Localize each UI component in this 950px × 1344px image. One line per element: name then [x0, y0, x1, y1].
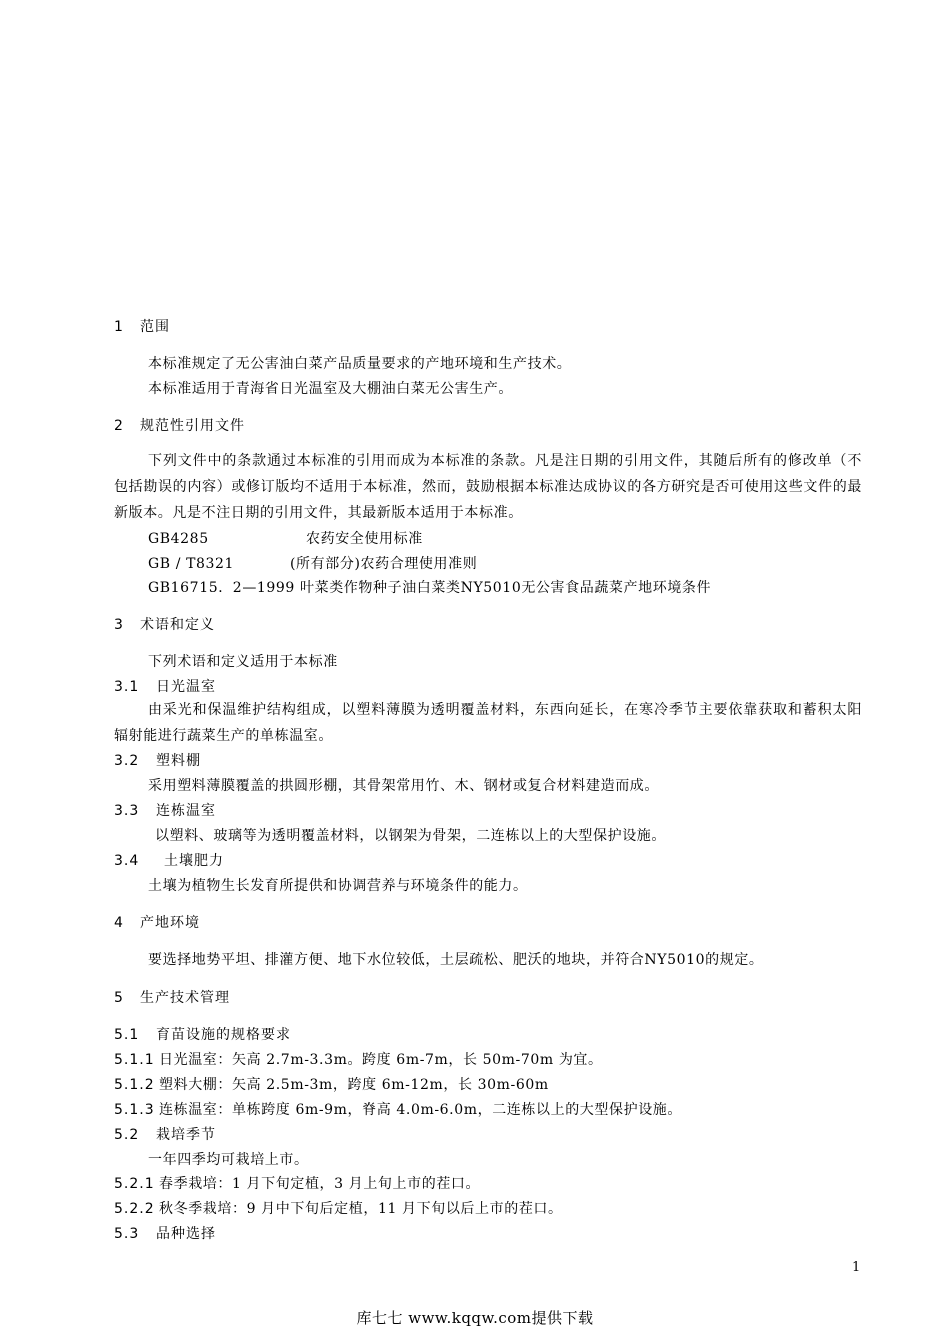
- reference-item: [148, 528, 423, 548]
- reference-code: GB4285: [148, 531, 209, 547]
- reference-code: GB / T8321: [148, 556, 235, 572]
- paragraph: 本标准规定了无公害油白菜产品质量要求的产地环境和生产技术。: [148, 356, 572, 372]
- reference-code: GB16715．2—1999: [148, 580, 295, 596]
- section-2-heading: [114, 415, 245, 435]
- subsection-heading: [114, 850, 224, 870]
- paragraph: 下列文件中的条款通过本标准的引用而成为本标准的条款。凡是注日期的引用文件，其随后所有的修改单（不包括勘误的内容）或修订版均不适用于本标准，然而，鼓励根据本标准达成协议的各方研究是否可使用这些文件的最新版本。凡是不注日期的引用文件，其最新版本适用于本标准。: [114, 453, 862, 521]
- subsection-heading: [114, 676, 216, 696]
- subsection-heading: [114, 1124, 216, 1144]
- subsection-title: 品种选择: [156, 1226, 216, 1242]
- subsection-number: 3.2: [114, 753, 140, 769]
- paragraph: 土壤为植物生长发育所提供和协调营养与环境条件的能力。: [148, 878, 528, 894]
- subsection-number: 3.3: [114, 803, 140, 819]
- section-number: 4: [114, 915, 124, 931]
- subsection-number: 5.2: [114, 1127, 140, 1143]
- subsection-number: 3.1: [114, 679, 140, 695]
- footer-text: 库七七 www.kqqw.com提供下载: [356, 1309, 594, 1327]
- clause-item: [114, 1074, 549, 1094]
- clause-number: 5.2.2: [114, 1201, 155, 1217]
- section-number: 1: [114, 319, 124, 335]
- section-number: 5: [114, 990, 124, 1006]
- clause-text: 春季栽培：1 月下旬定植，3 月上旬上市的茬口。: [159, 1176, 481, 1192]
- subsection-title: 塑料棚: [156, 753, 201, 769]
- clause-item: [114, 1198, 563, 1218]
- section-title: 术语和定义: [140, 617, 215, 633]
- reference-item: [148, 577, 711, 597]
- subsection-number: 3.4: [114, 853, 140, 869]
- subsection-number: 5.1: [114, 1027, 140, 1043]
- clause-item: [114, 1173, 480, 1193]
- section-1-heading: [114, 316, 170, 336]
- subsection-heading: [114, 750, 201, 770]
- subsection-title: 土壤肥力: [164, 853, 224, 869]
- clause-text: 连栋温室：单栋跨度 6m-9m，脊高 4.0m-6.0m，二连栋以上的大型保护设施。: [159, 1102, 683, 1118]
- paragraph: 本标准适用于青海省日光温室及大棚油白菜无公害生产。: [148, 381, 513, 397]
- paragraph: 要选择地势平坦、排灌方便、地下水位较低，土层疏松、肥沃的地块，并符合NY5010的规定。: [148, 952, 764, 968]
- section-4-heading: [114, 912, 200, 932]
- subsection-heading: [114, 1024, 291, 1044]
- subsection-title: 栽培季节: [156, 1127, 216, 1143]
- reference-title: 农药安全使用标准: [306, 531, 423, 547]
- reference-item: [148, 553, 477, 573]
- subsection-title: 育苗设施的规格要求: [156, 1027, 291, 1043]
- clause-text: 日光温室：矢高 2.7m-3.3m。跨度 6m-7m，长 50m-70m 为宜。: [159, 1052, 603, 1068]
- section-title: 规范性引用文件: [140, 418, 245, 434]
- paragraph: 由采光和保温维护结构组成，以塑料薄膜为透明覆盖材料，东西向延长，在寒冷季节主要依靠获取和蓄积太阳辐射能进行蔬菜生产的单栋温室。: [114, 702, 862, 744]
- paragraph: 下列术语和定义适用于本标准: [148, 654, 338, 670]
- clause-number: 5.2.1: [114, 1176, 155, 1192]
- subsection-heading: [114, 800, 216, 820]
- reference-title: 叶菜类作物种子油白菜类NY5010无公害食品蔬菜产地环境条件: [300, 580, 712, 596]
- clause-item: [114, 1099, 682, 1119]
- reference-title: (所有部分)农药合理使用准则: [290, 556, 478, 572]
- clause-number: 5.1.1: [114, 1052, 155, 1068]
- section-title: 范围: [140, 319, 170, 335]
- clause-number: 5.1.2: [114, 1077, 155, 1093]
- section-title: 产地环境: [140, 915, 200, 931]
- section-5-heading: [114, 987, 230, 1007]
- section-number: 2: [114, 418, 124, 434]
- subsection-heading: [114, 1223, 216, 1243]
- subsection-title: 连栋温室: [156, 803, 216, 819]
- subsection-number: 5.3: [114, 1226, 140, 1242]
- clause-text: 塑料大棚：矢高 2.5m-3m，跨度 6m-12m，长 30m-60m: [159, 1077, 549, 1093]
- clause-item: [114, 1049, 603, 1069]
- clause-text: 秋冬季栽培：9 月中下旬后定植，11 月下旬以后上市的茬口。: [159, 1201, 563, 1217]
- section-title: 生产技术管理: [140, 990, 230, 1006]
- paragraph: 采用塑料薄膜覆盖的拱圆形棚，其骨架常用竹、木、钢材或复合材料建造而成。: [148, 778, 659, 794]
- subsection-title: 日光温室: [156, 679, 216, 695]
- paragraph: 以塑料、玻璃等为透明覆盖材料，以钢架为骨架，二连栋以上的大型保护设施。: [155, 828, 666, 844]
- section-3-heading: [114, 614, 215, 634]
- paragraph: 一年四季均可栽培上市。: [148, 1152, 309, 1168]
- page-number: 1: [852, 1260, 861, 1275]
- clause-number: 5.1.3: [114, 1102, 155, 1118]
- section-number: 3: [114, 617, 124, 633]
